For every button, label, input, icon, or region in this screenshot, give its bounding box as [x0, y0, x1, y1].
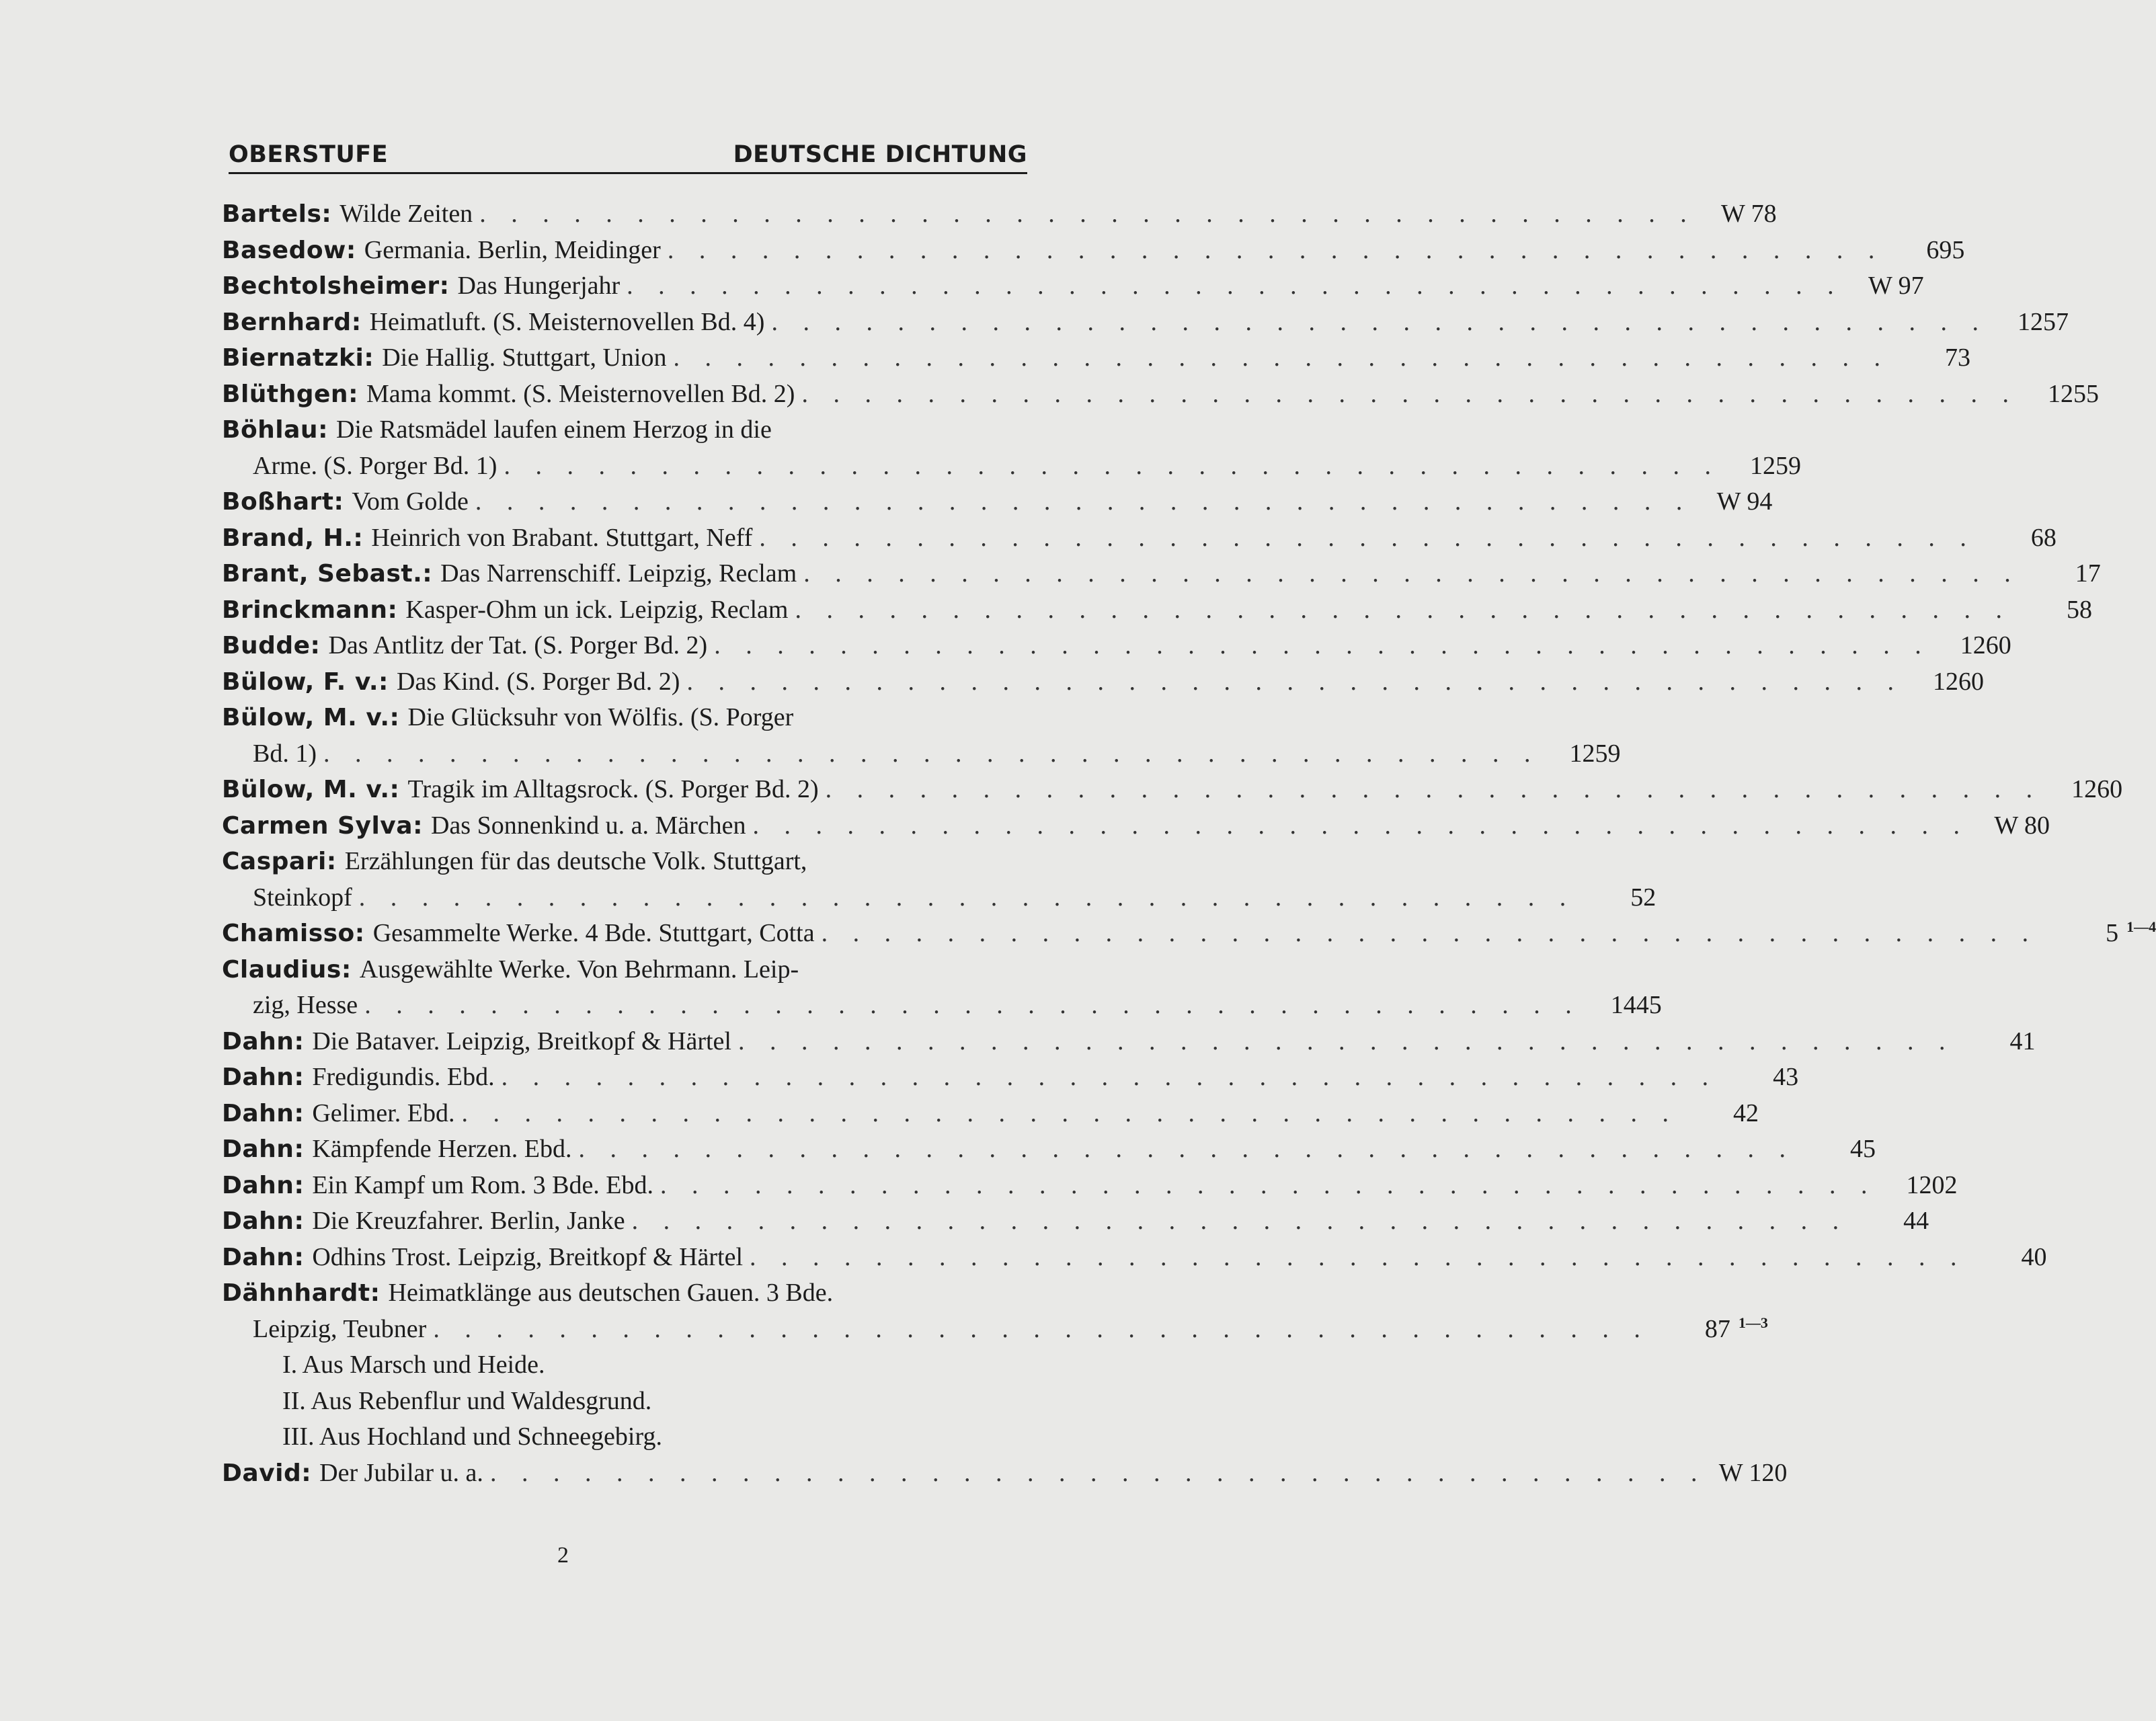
- entry-title: Heimatklänge aus deutschen Gauen. 3 Bde.: [388, 1279, 834, 1307]
- catalog-number: [2025, 376, 2106, 413]
- dot-leader: . . . . . . . . . . . . . . . . . . . . . . . . . . . . . . . . . . . . . . .: [801, 379, 2018, 408]
- author-separator: :: [310, 632, 321, 659]
- catalog-number-value: W 78: [1721, 200, 1777, 228]
- catalog-number-value: 68: [2030, 523, 2057, 552]
- entry-line: [222, 1131, 1876, 1168]
- entry-line: [222, 412, 1029, 448]
- dot-leader: . . . . . . . . . . . . . . . . . . . . . . . . . . . . . . . . . . . . . . .: [461, 1098, 1678, 1127]
- catalog-entry: [222, 340, 1970, 376]
- dot-leader: . . . . . . . . . . . . . . . . . . . . . . . . . . . . . . . . . . . . . . .: [489, 1458, 1707, 1487]
- entry-line: [222, 1455, 1788, 1492]
- catalog-number: [1802, 1131, 1882, 1168]
- entry-title: Das Sonnenkind u. a. Märchen: [430, 811, 746, 840]
- catalog-entries: [222, 196, 2156, 1491]
- entry-line: [222, 1203, 1929, 1240]
- entry-author: Caspari: [222, 848, 327, 875]
- catalog-number-value: 87: [1704, 1314, 1730, 1343]
- entry-line: [222, 1096, 1759, 1132]
- catalog-number-value: W 97: [1868, 272, 1924, 300]
- catalog-number-value: 695: [1926, 235, 1965, 264]
- entry-author: David: [222, 1459, 302, 1487]
- dot-leader: . . . . . . . . . . . . . . . . . . . . . . . . . . . . . . . . . . . . . . .: [821, 919, 2038, 947]
- entry-author: Dahn: [222, 1207, 294, 1235]
- entry-line: [222, 448, 1801, 485]
- entry-title: Ein Kampf um Rom. 3 Bde. Ebd.: [312, 1170, 654, 1199]
- page-number: 2: [557, 1543, 569, 1568]
- catalog-number-value: W 80: [1994, 811, 2050, 840]
- catalog-entry: [222, 664, 1984, 701]
- catalog-entry: [222, 1275, 1768, 1455]
- entry-line: [222, 484, 1773, 520]
- author-separator: :: [439, 272, 450, 300]
- catalog-number-value: 1260: [1932, 667, 1984, 696]
- catalog-number: [1685, 1096, 1765, 1132]
- dot-leader: . . . . . . . . . . . . . . . . . . . . . . . . . . . . . . . . . . . . . . .: [795, 595, 2011, 624]
- entry-author: Budde: [222, 632, 311, 659]
- author-separator: :: [422, 560, 433, 588]
- entry-title: Das Hungerjahr: [457, 272, 621, 300]
- catalog-entry: [222, 844, 1656, 916]
- catalog-entry: [222, 700, 1621, 772]
- catalog-number-value: 42: [1732, 1098, 1759, 1127]
- author-separator: :: [333, 488, 344, 516]
- entry-title: Wilde Zeiten: [340, 200, 473, 228]
- dot-leader: . . . . . . . . . . . . . . . . . . . . . . . . . . . . . . . . . . . . . . .: [627, 272, 1843, 300]
- entry-line: [222, 1059, 1799, 1096]
- entry-line: [222, 808, 2050, 844]
- entry-author: Biernatzki: [222, 344, 364, 372]
- entry-title: Der Jubilar u. a.: [319, 1458, 483, 1487]
- entry-line: [222, 556, 2101, 592]
- entry-title: Mama kommt. (S. Meisternovellen Bd. 2): [366, 379, 795, 408]
- dot-leader: . . . . . . . . . . . . . . . . . . . . . . . . . . . . . . . . . . . . . . .: [433, 1314, 1650, 1343]
- entry-title: Die Hallig. Stuttgart, Union: [382, 344, 667, 372]
- entry-author: Chamisso: [222, 920, 355, 947]
- entry-title: III. Aus Hochland und Schneegebirg.: [282, 1423, 662, 1451]
- author-separator: :: [389, 704, 400, 731]
- catalog-number: [1995, 305, 2075, 341]
- author-separator: :: [378, 668, 389, 696]
- catalog-number: [1698, 484, 1779, 520]
- catalog-entry: [222, 772, 2123, 808]
- dot-leader: . . . . . . . . . . . . . . . . . . . . . . . . . . . . . . . . . . . . . . .: [323, 739, 1540, 768]
- entry-line: [222, 1168, 1958, 1204]
- entry-title: Germania. Berlin, Meidinger: [364, 235, 661, 264]
- entry-author: Brinckmann: [222, 596, 388, 624]
- entry-author: Dahn: [222, 1027, 294, 1055]
- dot-leader: . . . . . . . . . . . . . . . . . . . . . . . . . . . . . . . . . . . . . . .: [364, 991, 1581, 1019]
- entry-author: Bernhard: [222, 308, 352, 336]
- dot-leader: . . . . . . . . . . . . . . . . . . . . . . . . . . . . . . . . . . . . . . .: [358, 883, 1576, 912]
- author-separator: :: [351, 308, 362, 336]
- catalog-entry: [222, 1059, 1799, 1096]
- dot-leader: . . . . . . . . . . . . . . . . . . . . . . . . . . . . . . . . . . . . . . .: [667, 235, 1884, 264]
- dot-leader: . . . . . . . . . . . . . . . . . . . . . . . . . . . . . . . . . . . . . . .: [501, 1063, 1718, 1091]
- catalog-number: [1976, 808, 2057, 844]
- dot-leader: . . . . . . . . . . . . . . . . . . . . . . . . . . . . . . . . . . . . . . .: [759, 523, 1976, 552]
- author-separator: :: [294, 1099, 305, 1127]
- entry-title: Gelimer. Ebd.: [312, 1098, 455, 1127]
- author-separator: :: [318, 416, 328, 444]
- entry-author: Bechtolsheimer: [222, 272, 440, 300]
- entry-author: Dahn: [222, 1243, 294, 1271]
- catalog-number: [2018, 592, 2099, 629]
- catalog-number-value: 1259: [1569, 739, 1621, 768]
- catalog-number-value: 1202: [1906, 1170, 1958, 1199]
- catalog-number-value: 1255: [2047, 379, 2099, 408]
- catalog-number: [1656, 1312, 1768, 1348]
- dot-leader: . . . . . . . . . . . . . . . . . . . . . . . . . . . . . . . . . . . . . . .: [673, 344, 1890, 372]
- catalog-number-value: 17: [2075, 559, 2101, 588]
- entry-author: Dahn: [222, 1171, 294, 1199]
- author-separator: :: [294, 1027, 305, 1055]
- author-separator: :: [370, 1279, 381, 1307]
- entry-title: Das Kind. (S. Porger Bd. 2): [396, 667, 680, 696]
- entry-title: Die Ratsmädel laufen einem Herzog in die: [335, 415, 772, 444]
- author-separator: :: [326, 848, 337, 875]
- entry-line: [222, 1419, 1029, 1455]
- entry-author: Brant, Sebast.: [222, 560, 423, 588]
- entry-title: Leipzig, Teubner: [253, 1314, 427, 1343]
- catalog-entry: [222, 1024, 2036, 1060]
- entry-line: [222, 1312, 1768, 1348]
- entry-author: Boßhart: [222, 488, 334, 516]
- author-separator: :: [348, 380, 358, 408]
- entry-author: Dahn: [222, 1135, 294, 1163]
- catalog-number: [1727, 448, 1808, 485]
- author-separator: :: [364, 344, 374, 372]
- dot-leader: . . . . . . . . . . . . . . . . . . . . . . . . . . . . . . . . . . . . . . .: [825, 775, 2042, 803]
- entry-line: [222, 196, 1777, 233]
- catalog-number: [1961, 1024, 2042, 1060]
- entry-author: Claudius: [222, 955, 342, 984]
- entry-line: [222, 376, 2099, 413]
- catalog-number-value: 1257: [2017, 307, 2069, 336]
- catalog-entry: [222, 1168, 1958, 1204]
- catalog-number-value: 41: [2009, 1027, 2036, 1055]
- dot-leader: . . . . . . . . . . . . . . . . . . . . . . . . . . . . . . . . . . . . . . .: [504, 451, 1720, 480]
- catalog-number: [1910, 664, 1991, 701]
- author-separator: :: [413, 811, 423, 840]
- dot-leader: . . . . . . . . . . . . . . . . . . . . . . . . . . . . . . . . . . . . . . .: [475, 487, 1692, 516]
- catalog-entry: [222, 1203, 1929, 1240]
- dot-leader: . . . . . . . . . . . . . . . . . . . . . . . . . . . . . . . . . . . . . . .: [737, 1027, 1955, 1055]
- catalog-number: [1938, 628, 2018, 664]
- catalog-number-value: 44: [1903, 1207, 1929, 1235]
- catalog-entry: [222, 1240, 2047, 1276]
- header-left: OBERSTUFE: [229, 141, 389, 168]
- catalog-number: [2027, 556, 2108, 592]
- author-separator: :: [389, 776, 400, 803]
- entry-title: Ausgewählte Werke. Von Behrmann. Leip-: [359, 955, 799, 984]
- entry-line: [222, 1347, 1029, 1384]
- catalog-number-value: 5: [2106, 919, 2119, 947]
- entry-title: Odhins Trost. Leipzig, Breitkopf & Härtel: [312, 1242, 744, 1271]
- catalog-entry: [222, 484, 1773, 520]
- catalog-number-value: 52: [1630, 883, 1656, 912]
- entry-line: [222, 1240, 2047, 1276]
- entry-author: Dahn: [222, 1064, 294, 1091]
- entry-title: Das Narrenschiff. Leipzig, Reclam: [440, 559, 797, 588]
- entry-title: Das Antlitz der Tat. (S. Porger Bd. 2): [328, 631, 708, 659]
- entry-title: II. Aus Rebenflur und Waldesgrund.: [282, 1386, 652, 1415]
- entry-line: [222, 268, 1924, 305]
- catalog-entry: [222, 1455, 1788, 1492]
- catalog-number-value: 1445: [1610, 991, 1662, 1019]
- catalog-number-value: 45: [1850, 1135, 1876, 1163]
- entry-title: Vom Golde: [352, 487, 469, 516]
- catalog-number: [1973, 1240, 2054, 1276]
- author-separator: :: [294, 1135, 305, 1163]
- entry-author: Böhlau: [222, 416, 319, 444]
- entry-line: [222, 340, 1970, 376]
- catalog-number: [1884, 1168, 1964, 1204]
- dot-leader: . . . . . . . . . . . . . . . . . . . . . . . . . . . . . . . . . . . . . . .: [752, 811, 1970, 840]
- entry-title: Die Kreuzfahrer. Berlin, Janke: [312, 1207, 625, 1235]
- author-separator: :: [346, 236, 356, 264]
- author-separator: :: [294, 1243, 305, 1271]
- entry-title: Gesammelte Werke. 4 Bde. Stuttgart, Cotta: [372, 919, 815, 947]
- entry-author: Bülow, M. v.: [222, 704, 390, 731]
- entry-title: Heinrich von Brabant. Stuttgart, Neff: [371, 523, 753, 552]
- catalog-entry: [222, 556, 2101, 592]
- entry-line: [222, 233, 1965, 269]
- catalog-entry: [222, 268, 1924, 305]
- dot-leader: . . . . . . . . . . . . . . . . . . . . . . . . . . . . . . . . . . . . . . .: [479, 200, 1696, 228]
- catalog-number-value: W 120: [1718, 1458, 1788, 1487]
- catalog-entry: [222, 592, 2092, 629]
- entry-line: [222, 1275, 1029, 1312]
- entry-author: Bülow, M. v.: [222, 776, 390, 803]
- author-separator: :: [294, 1064, 305, 1091]
- author-separator: :: [301, 1459, 312, 1487]
- entry-line: [222, 520, 2057, 557]
- entry-line: [222, 1024, 2036, 1060]
- entry-line: [222, 664, 1984, 701]
- catalog-number: [2044, 916, 2156, 952]
- entry-line: [222, 952, 1029, 988]
- catalog-number: [1890, 233, 1971, 269]
- catalog-number: [1983, 520, 2063, 557]
- entry-title: zig, Hesse: [253, 991, 358, 1019]
- catalog-number: [1588, 988, 1669, 1024]
- catalog-entry: [222, 628, 2011, 664]
- entry-title: Tragik im Alltagsrock. (S. Porger Bd. 2): [407, 775, 819, 803]
- volume-range: 1—3: [1738, 1314, 1768, 1331]
- catalog-number: [1850, 268, 1931, 305]
- entry-title: Kämpfende Herzen. Ebd.: [312, 1135, 572, 1163]
- author-separator: :: [387, 596, 398, 624]
- catalog-number-value: 1260: [2071, 775, 2123, 803]
- catalog-number: [1897, 340, 1977, 376]
- catalog-entry: [222, 376, 2099, 413]
- entry-title: Erzählungen für das deutsche Volk. Stuttgart,: [344, 847, 807, 875]
- entry-line: [222, 628, 2011, 664]
- entry-line: [222, 988, 1662, 1024]
- catalog-entry: [222, 412, 1801, 484]
- catalog-entry: [222, 305, 2069, 341]
- catalog-entry: [222, 808, 2050, 844]
- entry-title: Fredigundis. Ebd.: [312, 1063, 495, 1091]
- catalog-number: [1547, 736, 1628, 772]
- author-separator: :: [353, 524, 364, 552]
- entry-line: [222, 772, 2123, 808]
- catalog-entry: [222, 1131, 1876, 1168]
- volume-range: 1—4: [2126, 918, 2156, 935]
- entry-author: Carmen Sylva: [222, 811, 413, 840]
- author-separator: :: [341, 955, 352, 984]
- entry-line: [222, 916, 2156, 952]
- catalog-number-value: 73: [1944, 344, 1970, 372]
- catalog-number: [2048, 772, 2129, 808]
- author-separator: :: [321, 200, 332, 228]
- catalog-number-value: 43: [1773, 1063, 1799, 1091]
- dot-leader: . . . . . . . . . . . . . . . . . . . . . . . . . . . . . . . . . . . . . . .: [750, 1242, 1966, 1271]
- catalog-number-value: 58: [2066, 595, 2092, 624]
- catalog-entry: [222, 196, 1777, 233]
- entry-line: [222, 592, 2092, 629]
- entry-title: Kasper-Ohm un ick. Leipzig, Reclam: [405, 595, 789, 624]
- dot-leader: . . . . . . . . . . . . . . . . . . . . . . . . . . . . . . . . . . . . . . .: [686, 667, 1903, 696]
- entry-author: Dähnhardt: [222, 1279, 370, 1307]
- catalog-number-value: 1259: [1749, 451, 1801, 480]
- catalog-number-value: W 94: [1716, 487, 1773, 516]
- catalog-entry: [222, 952, 1662, 1024]
- entry-line: [222, 1384, 1029, 1420]
- author-separator: :: [354, 920, 365, 947]
- entry-line: [222, 736, 1621, 772]
- dot-leader: . . . . . . . . . . . . . . . . . . . . . . . . . . . . . . . . . . . . . . .: [803, 559, 2020, 588]
- entry-title: Heimatluft. (S. Meisternovellen Bd. 4): [369, 307, 765, 336]
- entry-author: Blüthgen: [222, 380, 349, 408]
- dot-leader: . . . . . . . . . . . . . . . . . . . . . . . . . . . . . . . . . . . . . . .: [771, 307, 1988, 336]
- dot-leader: . . . . . . . . . . . . . . . . . . . . . . . . . . . . . . . . . . . . . . .: [714, 631, 1931, 659]
- catalog-number: [1713, 1455, 1794, 1492]
- entry-title: Bd. 1): [253, 739, 317, 768]
- catalog-entry: [222, 233, 1965, 269]
- catalog-number: [1703, 196, 1784, 233]
- entry-title: Arme. (S. Porger Bd. 1): [253, 451, 497, 480]
- catalog-number: [1582, 880, 1663, 916]
- entry-author: Bartels: [222, 200, 322, 228]
- catalog-number: [1724, 1059, 1805, 1096]
- entry-line: [222, 305, 2069, 341]
- entry-title: Die Glücksuhr von Wölfis. (S. Porger: [407, 703, 794, 731]
- entry-author: Dahn: [222, 1099, 294, 1127]
- author-separator: :: [294, 1171, 305, 1199]
- running-header: [229, 141, 1027, 174]
- catalog-entry: [222, 520, 2057, 557]
- entry-title: Steinkopf: [253, 883, 352, 912]
- author-separator: :: [294, 1207, 305, 1235]
- dot-leader: . . . . . . . . . . . . . . . . . . . . . . . . . . . . . . . . . . . . . . .: [660, 1170, 1877, 1199]
- catalog-entry: [222, 1096, 1759, 1132]
- entry-author: Bülow, F. v.: [222, 668, 379, 696]
- catalog-number-value: 40: [2021, 1242, 2047, 1271]
- dot-leader: . . . . . . . . . . . . . . . . . . . . . . . . . . . . . . . . . . . . . . .: [631, 1207, 1849, 1235]
- catalog-number: [1855, 1203, 1935, 1240]
- entry-author: Basedow: [222, 236, 346, 264]
- entry-title: Die Bataver. Leipzig, Breitkopf & Härtel: [312, 1027, 731, 1055]
- catalog-number-value: 1260: [1960, 631, 2011, 659]
- header-right: DEUTSCHE DICHTUNG: [733, 141, 1027, 168]
- dot-leader: . . . . . . . . . . . . . . . . . . . . . . . . . . . . . . . . . . . . . . .: [578, 1135, 1796, 1163]
- entry-line: [222, 700, 1029, 736]
- entry-title: I. Aus Marsch und Heide.: [282, 1351, 545, 1379]
- catalog-entry: [222, 916, 2156, 952]
- entry-line: [222, 844, 1029, 880]
- entry-author: Brand, H.: [222, 524, 354, 552]
- entry-line: [222, 880, 1656, 916]
